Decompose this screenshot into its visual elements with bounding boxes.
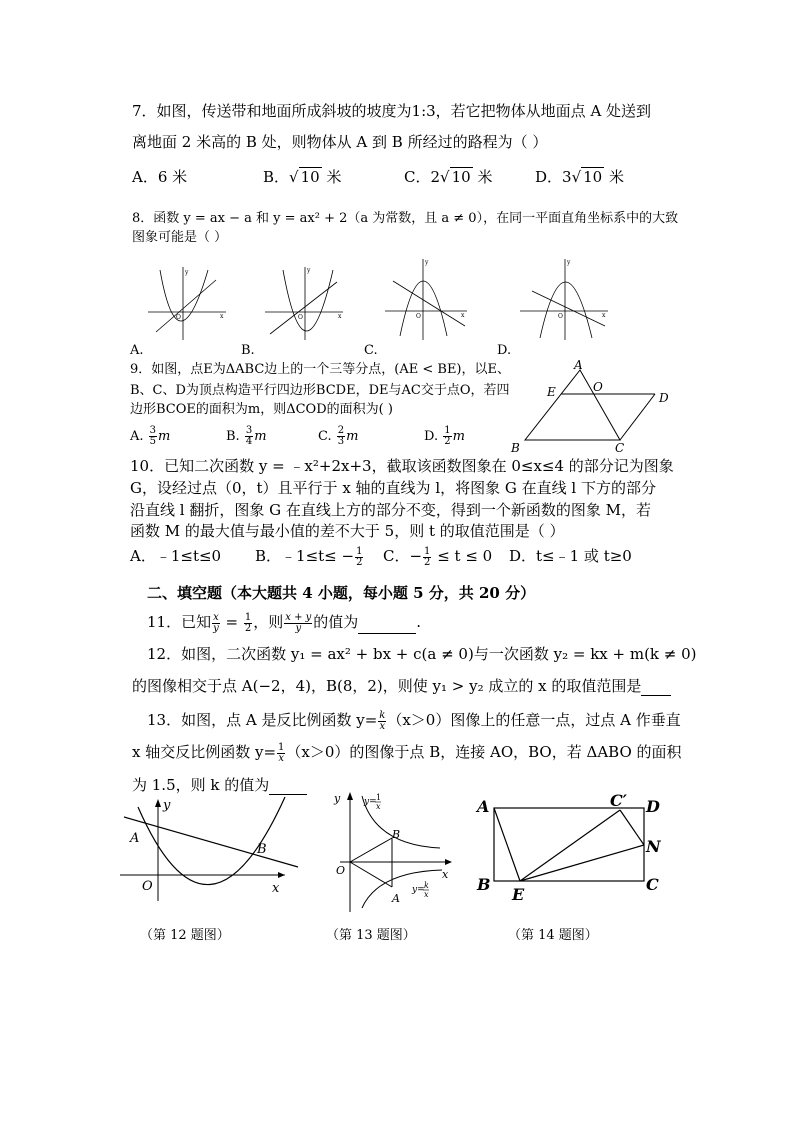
q9-label-D: D <box>659 391 669 405</box>
q9-stem-line2: B、C、D为顶点构造平行四边形BCDE，DE与AC交于点O，若四 <box>130 383 510 398</box>
q12-answer-blank[interactable] <box>641 681 671 696</box>
q7-option-c: C．2√ 10 米 <box>404 168 493 186</box>
q10-stem-line3: 沿直线 l 翻折，图象 G 在直线上方的部分不变，得到一个新函数的图象 M，若 <box>130 501 651 519</box>
q7-option-d: D．3√ 10 米 <box>535 168 625 186</box>
fig14-label-C: C <box>646 875 659 894</box>
fig13-y-label: y <box>334 792 341 805</box>
q8-graph-a <box>148 262 228 342</box>
q9-label-E: E <box>547 385 556 399</box>
fig13-label-A: A <box>392 892 400 905</box>
q7-option-a: A．6 米 <box>132 168 188 186</box>
fig12-graph <box>120 797 305 902</box>
fig14-caption: （第 14 题图） <box>508 928 598 943</box>
q9-label-B: B <box>511 441 520 455</box>
q8a-x-label: x <box>220 313 224 320</box>
fig13-x-label: x <box>442 868 449 881</box>
q9-stem-line1: 9．如图，点E为ΔABC边上的一个三等分点，(AE < BE)，以E、 <box>130 362 510 377</box>
q11-answer-blank[interactable] <box>358 619 416 634</box>
fig14-label-A: A <box>477 797 490 816</box>
q10-stem-line4: 函数 M 的最大值与最小值的差不大于 5，则 t 的取值范围是（ ） <box>130 522 565 540</box>
fig12-label-A: A <box>130 831 140 846</box>
q13-stem-line2: x 轴交反比例函数 y= $\frac{1}{x}$ （x＞0）的图像于点 B，连接 AO，BO，若 ΔABO 的面积 <box>132 741 682 764</box>
q8d-origin-label: O <box>558 313 563 320</box>
q8-label-a: A. <box>130 343 144 358</box>
q8-label-c: C. <box>364 343 378 358</box>
q9-figure <box>505 360 685 455</box>
q9-label-A: A <box>574 358 583 372</box>
q8b-origin-label: O <box>298 314 303 321</box>
q7-stem-line2: 离地面 2 米高的 B 处，则物体从 A 到 B 所经过的路程为（ ） <box>132 133 548 151</box>
q9-label-O: O <box>593 380 603 394</box>
q8b-y-label: y <box>307 267 311 274</box>
q8-stem-line1: 8．函数 y = ax − a 和 y = ax² + 2（a 为常数，且 a ≠ 0），在同一平面直角坐标系中的大致 <box>132 211 679 226</box>
fig13-upper-curve-label: y= <box>364 797 377 807</box>
q10-stem-line2: G，设经过点（0，t）且平行于 x 轴的直线为 l，将图象 G 在直线 l 下方的部分 <box>130 479 656 497</box>
q13-stem-line1: 13．如图，点 A 是反比例函数 y= $\frac{k}{x}$ （x＞0）图像上的任意一点，过点 A 作垂直 <box>147 709 681 732</box>
q8-graph-d <box>520 256 610 341</box>
fig12-label-B: B <box>257 842 267 857</box>
q13-answer-blank[interactable] <box>269 780 307 795</box>
fig14-label-D: D <box>646 797 660 816</box>
q8c-y-label: y <box>425 259 429 266</box>
fig12-x-label: x <box>272 881 280 896</box>
q10-option-c: C．− $\frac{1}{2}$ ≤ t ≤ 0 <box>383 545 493 568</box>
fig13-lower-den: x <box>424 890 429 899</box>
q8a-y-label: y <box>185 269 189 276</box>
q7-stem-line1: 7．如图，传送带和地面所成斜坡的坡度为1:3，若它把物体从地面点 A 处送到 <box>132 102 652 120</box>
q9-option-c: C. $\frac{2}{3}$ m <box>318 425 359 447</box>
q12-stem-line2: 的图像相交于点 A(−2，4)，B(8，2)，则使 y₁ > y₂ 成立的 x 的取值范围是 <box>132 676 671 696</box>
q8c-origin-label: O <box>416 313 421 320</box>
fig13-label-B: B <box>392 828 401 841</box>
fig12-origin-label: O <box>142 879 153 894</box>
section2-heading: 二、填空题（本大题共 4 小题，每小题 5 分，共 20 分） <box>147 584 536 602</box>
q8b-x-label: x <box>338 313 342 320</box>
q11-stem: 11．已知 $\frac{x}{y}$ = $\frac{1}{2}$ ，则 $\frac{x + y}{y}$ 的值为 . <box>147 611 422 634</box>
fig13-lower-num: k <box>424 881 429 890</box>
q13-stem-line3: 为 1.5，则 k 的值为 <box>132 775 307 795</box>
q10-option-d: D．t≤﹣1 或 t≥0 <box>509 547 632 565</box>
fig14-figure <box>474 790 674 910</box>
fig13-upper-num: 1 <box>376 793 382 802</box>
q10-stem-line1: 10．已知二次函数 y = ﹣x²+2x+3，截取该函数图象在 0≤x≤4 的部分记为图象 <box>130 457 674 475</box>
q9-option-b: B. $\frac{3}{4}$ m <box>226 425 267 447</box>
q10-option-b: B．﹣1≤t≤ − $\frac{1}{2}$ <box>255 545 363 568</box>
fig14-label-B: B <box>477 875 491 894</box>
fig13-upper-den: x <box>376 802 381 811</box>
fig14-label-C-prime: C′ <box>610 791 627 810</box>
q10-option-a: A．﹣1≤t≤0 <box>130 547 222 565</box>
q8d-x-label: x <box>602 312 606 319</box>
fig13-origin-label: O <box>336 864 346 877</box>
q9-option-a: A. $\frac{3}{5}$ m <box>130 425 171 447</box>
q9-option-d: D. $\frac{1}{2}$ m <box>424 425 465 447</box>
fig13-caption: （第 13 题图） <box>326 928 416 943</box>
fig13-graph <box>330 790 455 915</box>
q8-label-b: B. <box>241 343 255 358</box>
q9-stem-line3: 边形BCOE的面积为m，则ΔCOD的面积为( ) <box>130 402 393 417</box>
q8-label-d: D. <box>497 343 512 358</box>
q12-stem-line1: 12．如图，二次函数 y₁ = ax² + bx + c(a ≠ 0)与一次函数 y₂ = kx + m(k ≠ 0) <box>147 645 697 663</box>
q8-graph-b <box>265 262 345 342</box>
fig13-lower-curve-label: y= <box>412 885 425 895</box>
q8-stem-line2: 图象可能是（ ） <box>132 230 228 245</box>
q8a-origin-label: O <box>176 314 181 321</box>
fig14-label-N: N <box>646 837 661 856</box>
fig14-label-E: E <box>512 885 525 904</box>
q8d-y-label: y <box>567 259 571 266</box>
fig12-caption: （第 12 题图） <box>140 928 230 943</box>
q7-option-b: B．√ 10 米 <box>263 168 342 186</box>
q8-graph-c <box>385 256 470 341</box>
fig12-y-label: y <box>163 798 171 813</box>
q8c-x-label: x <box>461 312 465 319</box>
q9-label-C: C <box>615 441 625 455</box>
